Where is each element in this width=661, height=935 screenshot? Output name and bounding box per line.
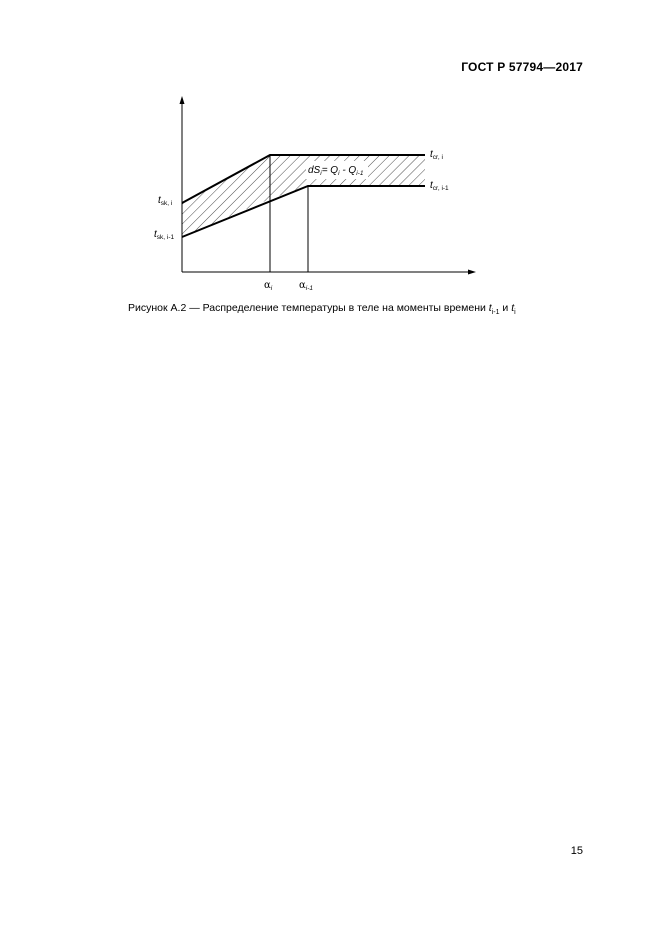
label-t-sk-i: $t_{sk, i}$ xyxy=(158,195,173,207)
y-axis-arrow xyxy=(180,96,185,104)
hatched-difference-area xyxy=(182,155,425,237)
caption-text: Рисунок А.2 — Распределение температуры в теле на моменты времени xyxy=(128,302,489,314)
label-alpha-i-1: $\alpha_{i-1}$ xyxy=(299,280,313,292)
temperature-distribution-diagram xyxy=(0,0,661,320)
document-code-header: ГОСТ Р 57794—2017 xyxy=(461,60,583,74)
page-number: 15 xyxy=(570,845,583,857)
label-t-cr-i: $t_{cr, i}$ xyxy=(430,149,443,161)
label-t-sk-i-1: $t_{sk, i-1}$ xyxy=(154,229,175,241)
caption-var-t-i-1: $t_{i-1}$ xyxy=(488,302,500,317)
formula-label: $dS_i= Q_i - Q_{i-1}$ xyxy=(308,165,364,177)
caption-var-t-i: $t_i$ xyxy=(511,302,516,317)
label-t-cr-i-1: $t_{cr, i-1}$ xyxy=(430,180,449,192)
label-alpha-i: $\alpha_i$ xyxy=(264,280,273,292)
figure-caption xyxy=(128,302,516,316)
caption-conjunction: и xyxy=(499,302,512,314)
x-axis-arrow xyxy=(468,270,476,275)
